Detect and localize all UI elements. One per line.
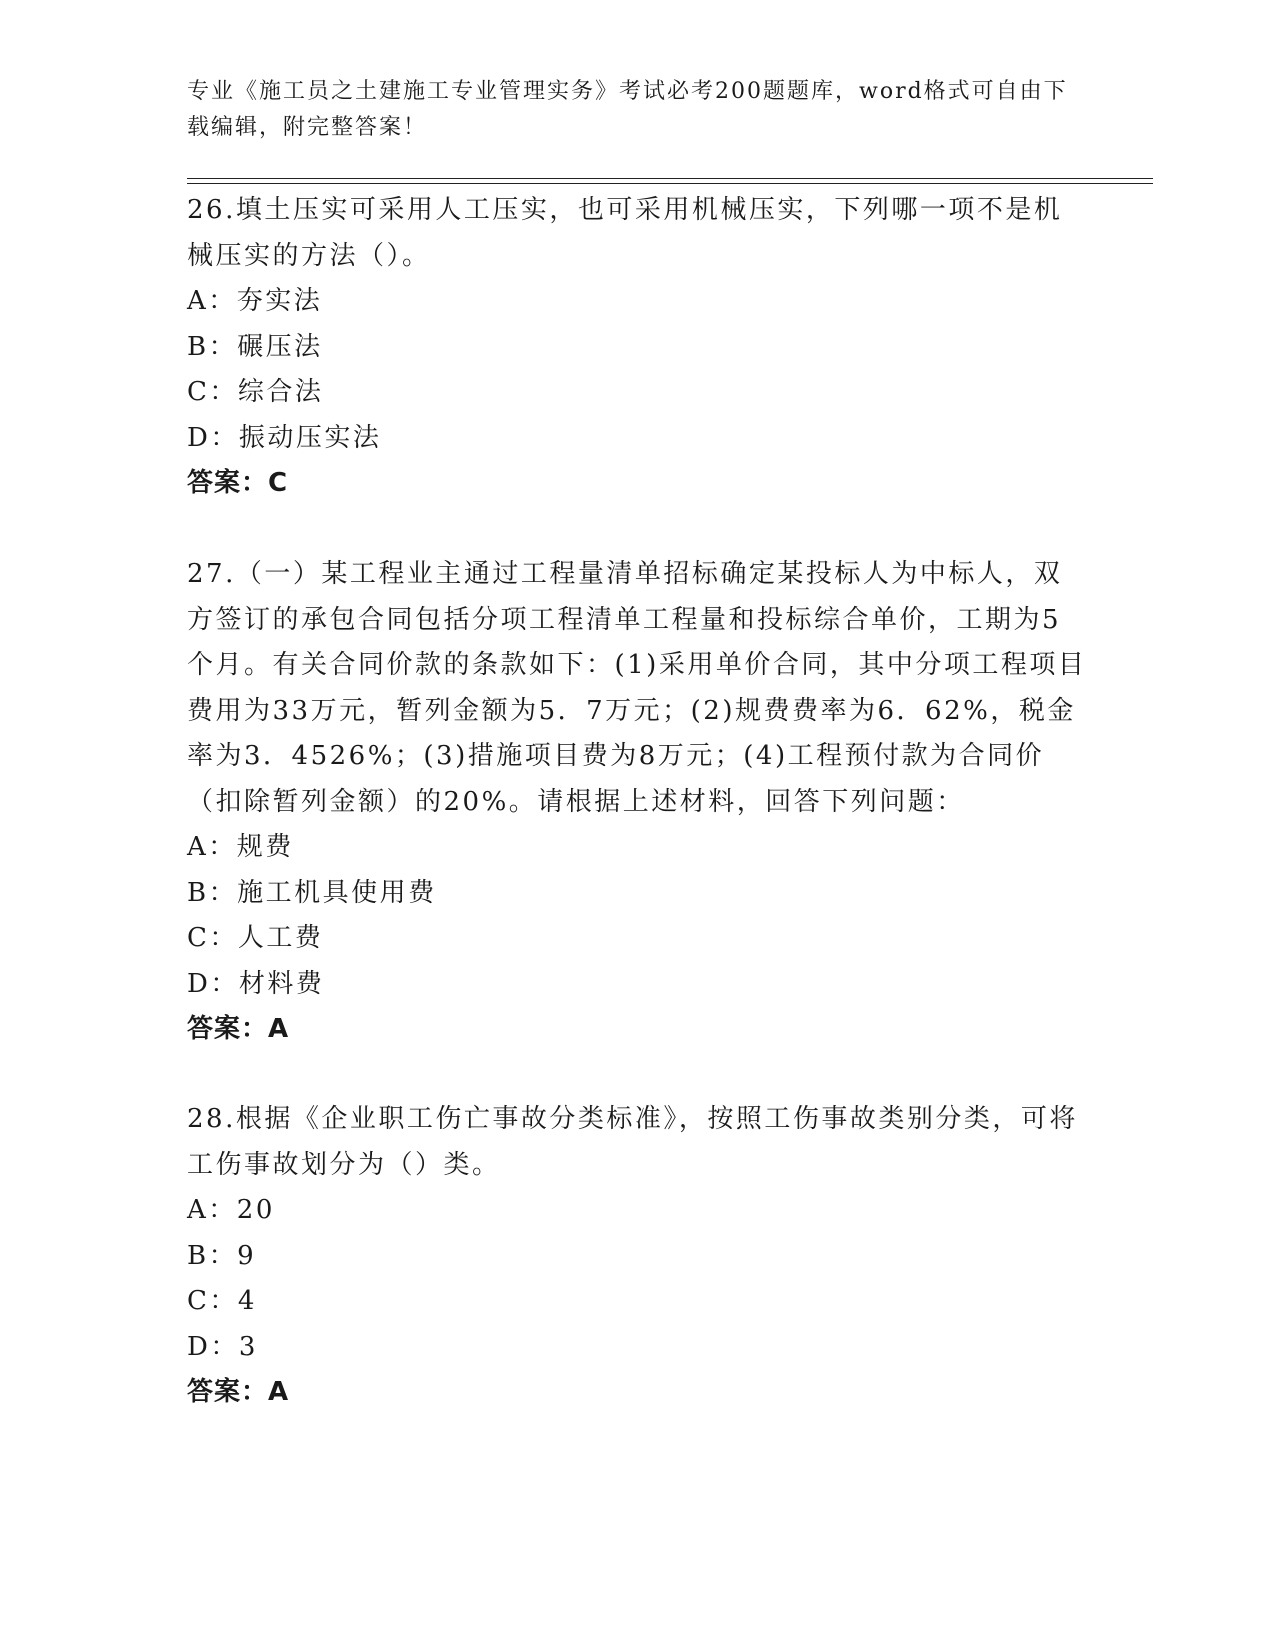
header-divider-top [187,178,1153,179]
question-stem: 28.根据《企业职工伤亡事故分类标准》，按照工伤事故类别分类，可将工伤事故划分为（）类。 [187,1104,1078,1180]
option-b: B：施工机具使用费 [187,877,437,908]
option-d: D：材料费 [187,968,325,999]
header-text: 专业《施工员之土建施工专业管理实务》考试必考200题题库，word格式可自由下载编辑，附完整答案！ [187,79,1068,140]
question-27 [187,552,1087,1053]
option-b: B：碾压法 [187,331,323,362]
header-divider-bottom [187,183,1153,184]
question-stem: 27.（一）某工程业主通过工程量清单招标确定某投标人为中标人，双方签订的承包合同包括分项工程清单工程量和投标综合单价，工期为5个月。有关合同价款的条款如下：(1)采用单价合同，其中分项工程项目费用为33万元，暂列金额为5．7万元；(2)规费费率为6．62%，税金率为3．4526%；(3)措施项目费为8万元；(4)工程预付款为合同价（扣除暂列金额）的20%。请根据上述材料，回答下列问题： [187,559,1087,817]
option-d: D：3 [187,1331,258,1362]
option-d: D：振动压实法 [187,422,382,453]
answer-line: 答案：A [187,1014,290,1044]
question-stem: 26.填土压实可采用人工压实，也可采用机械压实，下列哪一项不是机械压实的方法（）。 [187,195,1063,271]
option-c: C：综合法 [187,377,324,407]
document-header [187,74,1077,146]
answer-line: 答案：C [187,468,289,498]
option-a: A：规费 [187,832,294,862]
question-26 [187,188,1087,507]
question-28 [187,1097,1087,1416]
answer-line: 答案：A [187,1377,290,1407]
option-c: C：人工费 [187,923,324,953]
option-a: A：夯实法 [187,286,323,316]
option-a: A：20 [187,1195,275,1225]
option-b: B：9 [187,1240,257,1271]
option-c: C：4 [187,1286,257,1316]
